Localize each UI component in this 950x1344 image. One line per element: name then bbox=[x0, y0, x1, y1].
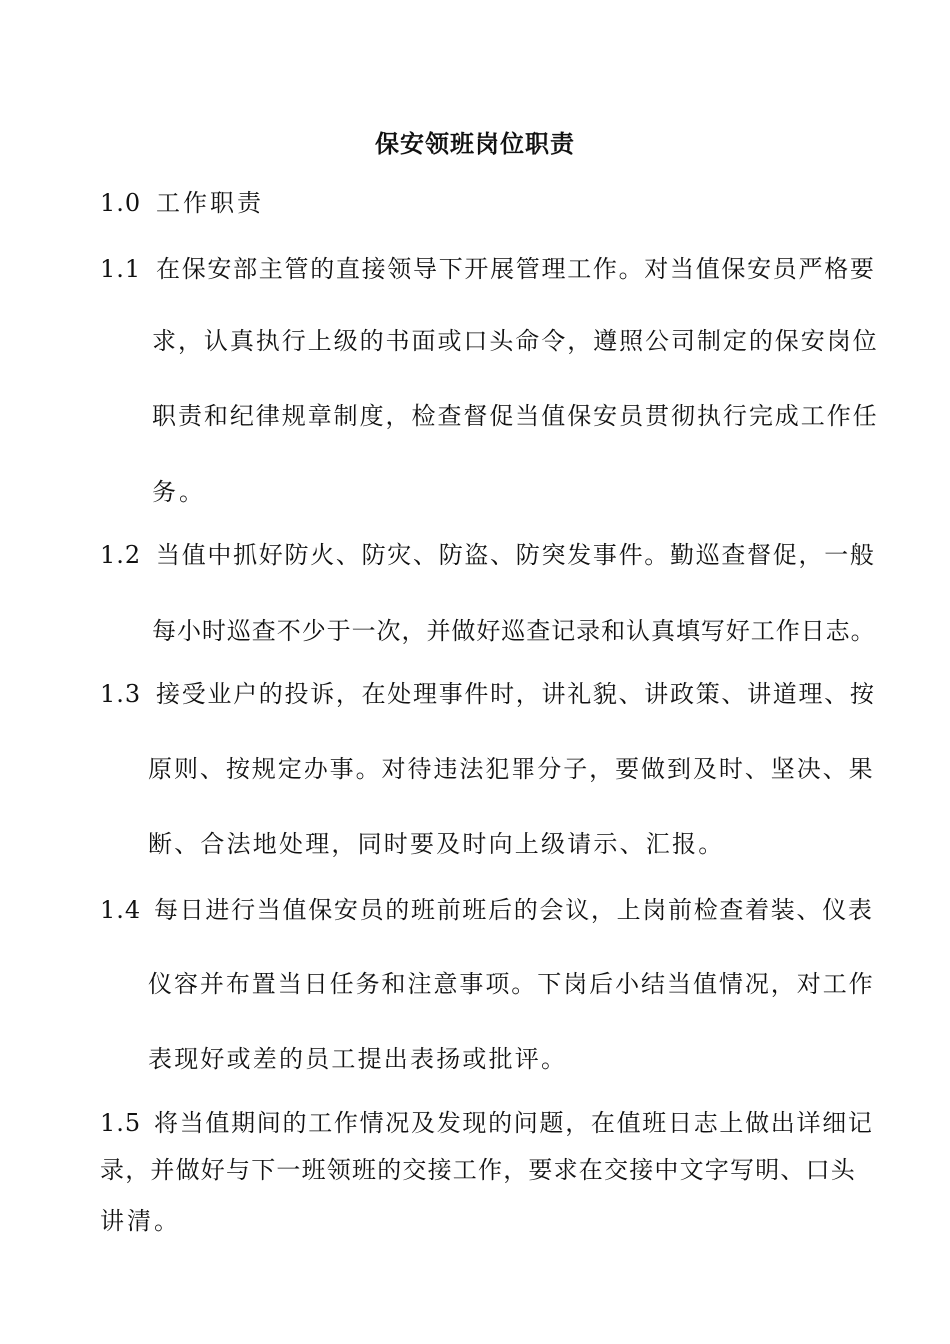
item-number: 1.5 bbox=[100, 1109, 142, 1137]
item-line: 在保安部主管的直接领导下开展管理工作。对当值保安员严格要 bbox=[156, 255, 876, 283]
item-line: 务。 bbox=[152, 478, 206, 506]
item-line: 每小时巡查不少于一次，并做好巡查记录和认真填写好工作日志。 bbox=[152, 617, 876, 645]
item-line: 表现好或差的员工提出表扬或批评。 bbox=[148, 1045, 568, 1073]
item-line: 职责和纪律规章制度，检查督促当值保安员贯彻执行完成工作任 bbox=[152, 402, 879, 430]
item-number: 1.3 bbox=[100, 680, 142, 708]
item-number: 1.2 bbox=[100, 541, 142, 569]
item-line: 原则、按规定办事。对待违法犯罪分子，要做到及时、坚决、果 bbox=[148, 755, 875, 783]
item-line: 每日进行当值保安员的班前班后的会议，上岗前检查着装、仪表 bbox=[154, 896, 874, 924]
item-line: 仪容并布置当日任务和注意事项。下岗后小结当值情况，对工作 bbox=[148, 970, 875, 998]
item-line: 断、合法地处理，同时要及时向上级请示、汇报。 bbox=[148, 830, 725, 858]
item-line: 求，认真执行上级的书面或口头命令，遵照公司制定的保安岗位 bbox=[152, 327, 879, 355]
section-heading: 工作职责 bbox=[156, 189, 264, 217]
section-number: 1.0 bbox=[100, 189, 142, 217]
item-line: 当值中抓好防火、防灾、防盗、防突发事件。勤巡查督促，一般 bbox=[156, 541, 876, 569]
item-number: 1.1 bbox=[100, 255, 142, 283]
item-line: 接受业户的投诉，在处理事件时，讲礼貌、讲政策、讲道理、按 bbox=[156, 680, 876, 708]
item-line: 录，并做好与下一班领班的交接工作，要求在交接中文字写明、口头 bbox=[100, 1156, 856, 1184]
document-title: 保安领班岗位职责 bbox=[375, 129, 575, 158]
item-number: 1.4 bbox=[100, 896, 142, 924]
item-line: 讲清。 bbox=[100, 1207, 181, 1235]
item-line: 将当值期间的工作情况及发现的问题，在值班日志上做出详细记 bbox=[154, 1109, 874, 1137]
